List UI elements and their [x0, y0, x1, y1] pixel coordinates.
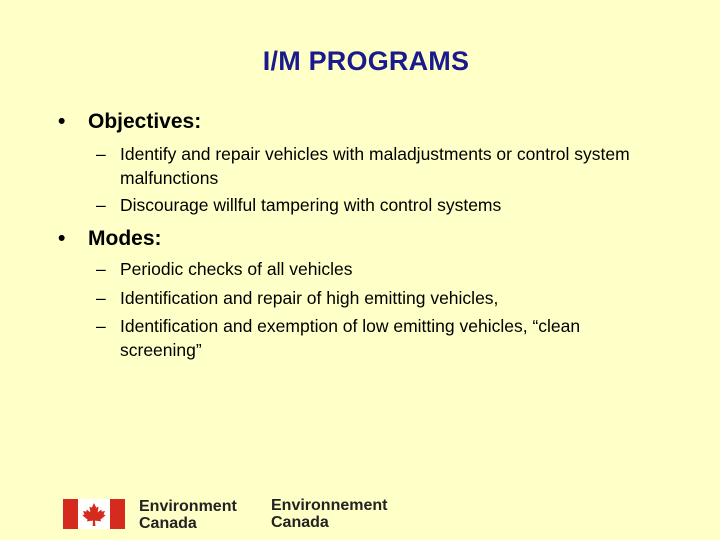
bullet-heading: Objectives:: [88, 110, 202, 133]
wordmark-french: [271, 497, 387, 531]
dash-marker: –: [96, 316, 106, 336]
dash-marker: –: [96, 195, 106, 215]
wordmark-english: [139, 498, 237, 532]
list-item-text: Identification and repair of high emitting vehicles,: [120, 288, 499, 308]
list-item: [96, 257, 656, 281]
list-item-text: Identify and repair vehicles with maladjustments or control system malfunctions: [120, 144, 630, 188]
wordmark-line: Environment: [139, 498, 237, 515]
bullet-heading: Modes:: [88, 227, 162, 250]
bullet-dot: •: [58, 110, 66, 133]
list-item: [96, 314, 656, 362]
list-item-text: Periodic checks of all vehicles: [120, 259, 353, 279]
dash-marker: –: [96, 288, 106, 308]
wordmark-line: Canada: [271, 514, 329, 531]
wordmark-line: Environnement: [271, 497, 388, 514]
list-item: [96, 142, 656, 190]
dash-marker: –: [96, 259, 106, 279]
slide-title: I/M PROGRAMS: [262, 46, 470, 76]
list-item: [96, 193, 656, 217]
canada-flag-icon: [63, 499, 125, 529]
bullet-dot: •: [58, 227, 66, 250]
bullet-modes: [58, 227, 162, 251]
list-item-text: Identification and exemption of low emitting vehicles, “clean screening”: [120, 316, 581, 360]
dash-marker: –: [96, 144, 106, 164]
list-item-text: Discourage willful tampering with control systems: [120, 195, 502, 215]
wordmark-line: Canada: [139, 515, 197, 532]
list-item: [96, 286, 656, 310]
bullet-objectives: [58, 110, 201, 134]
